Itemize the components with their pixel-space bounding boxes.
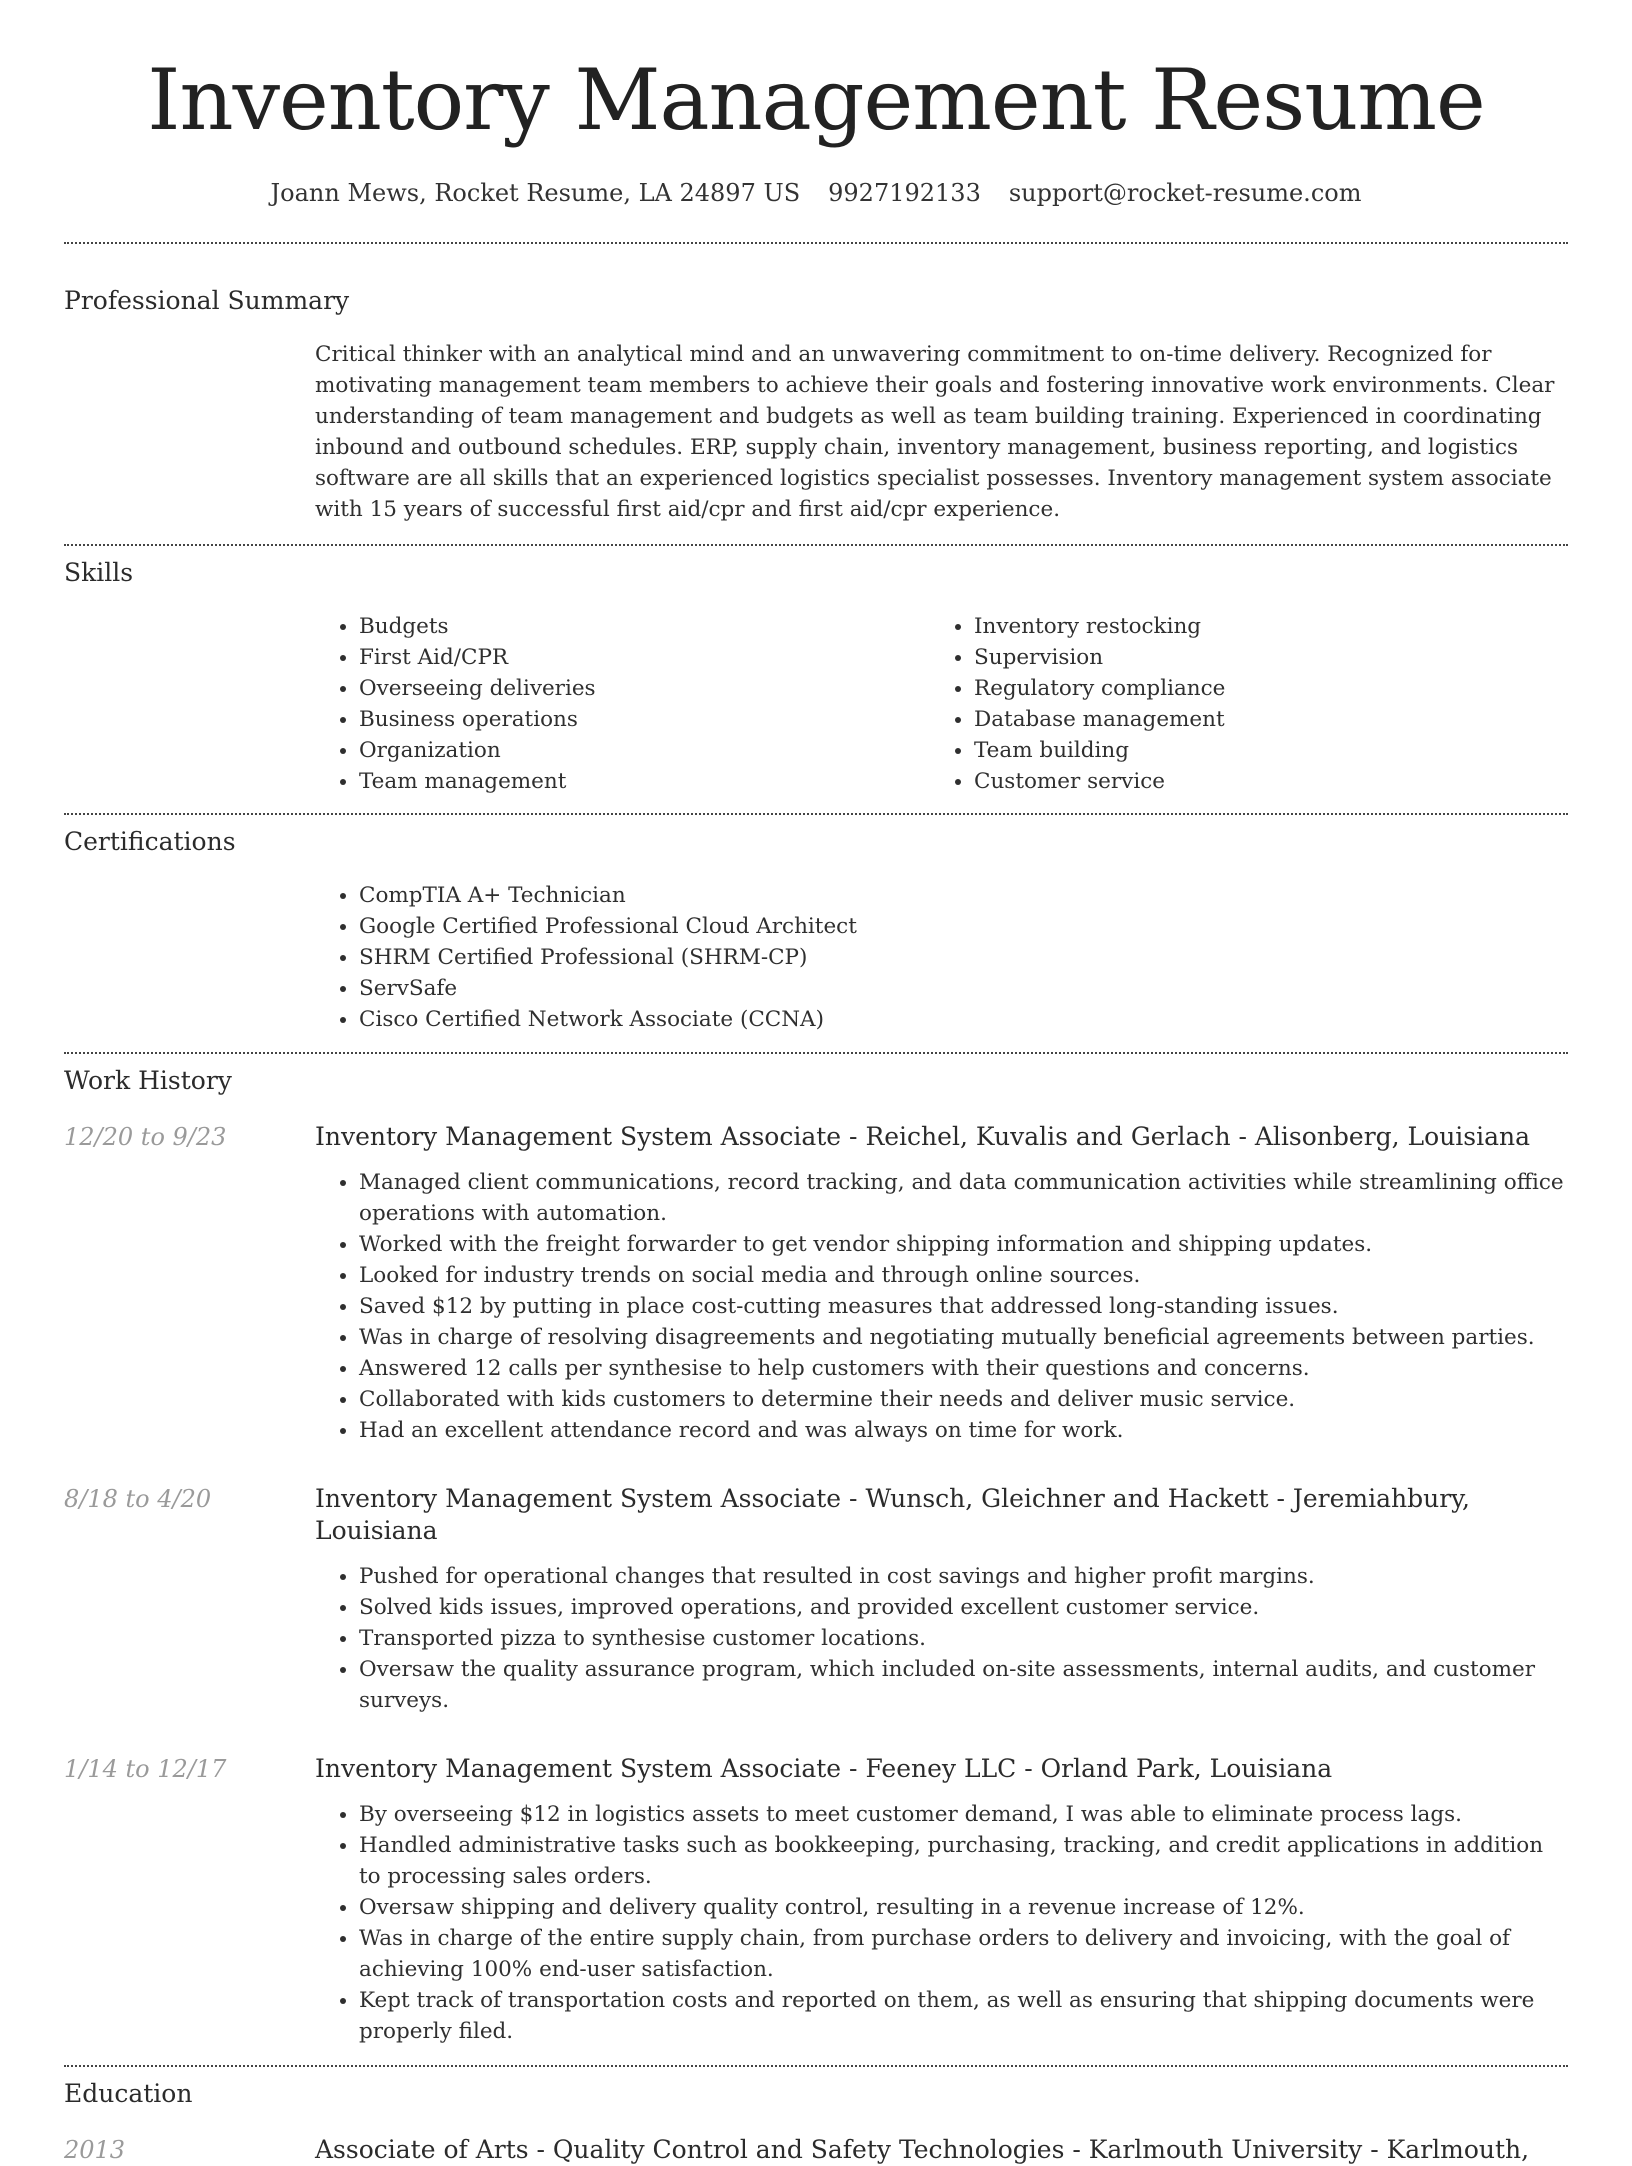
education-entry <box>64 2134 1568 2166</box>
section-title-education: Education <box>64 2079 193 2108</box>
job-bullet: • Was in charge of resolving disagreements and negotiating mutually beneficial agreements between parties. <box>359 1322 1568 1353</box>
job-bullet: • Pushed for operational changes that resulted in cost savings and higher profit margins. <box>359 1561 1568 1592</box>
job-title: Inventory Management System Associate - Reichel, Kuvalis and Gerlach - Alisonberg, Louisiana <box>315 1122 1531 1151</box>
contact-phone: 9927192133 <box>828 179 981 207</box>
skills-column-left <box>315 611 930 797</box>
certification-item: • CompTIA A+ Technician <box>359 880 1568 911</box>
skill-item: • Inventory restocking <box>974 611 1530 642</box>
job-bullet: • Handled administrative tasks such as bookkeeping, purchasing, tracking, and credit applications in addition to processing sales orders. <box>359 1830 1568 1892</box>
job-bullet: • Worked with the freight forwarder to get vendor shipping information and shipping updates. <box>359 1229 1568 1260</box>
job-date: 12/20 to 9/23 <box>64 1123 227 1151</box>
skill-item: • Organization <box>359 735 930 766</box>
job-bullet: • Was in charge of the entire supply chain, from purchase orders to delivery and invoicing, with the goal of achieving 100% end-user satisfaction. <box>359 1923 1568 1985</box>
job-bullet: • Looked for industry trends on social media and through online sources. <box>359 1260 1568 1291</box>
skill-item: • Team management <box>359 766 930 797</box>
job-bullet: • By overseeing $12 in logistics assets to meet customer demand, I was able to eliminate process lags. <box>359 1799 1568 1830</box>
job-bullet: • Oversaw shipping and delivery quality control, resulting in a revenue increase of 12%. <box>359 1892 1568 1923</box>
job-bullet: • Answered 12 calls per synthesise to help customers with their questions and concerns. <box>359 1353 1568 1384</box>
certification-item: • Cisco Certified Network Associate (CCNA) <box>359 1004 1568 1035</box>
job-title: Inventory Management System Associate - Feeney LLC - Orland Park, Louisiana <box>315 1754 1333 1783</box>
skill-item: • Supervision <box>974 642 1530 673</box>
job-bullet: • Transported pizza to synthesise customer locations. <box>359 1623 1568 1654</box>
job-bullet: • Saved $12 by putting in place cost-cutting measures that addressed long-standing issues. <box>359 1291 1568 1322</box>
divider <box>64 242 1568 244</box>
job-date: 8/18 to 4/20 <box>64 1485 212 1513</box>
section-title-summary: Professional Summary <box>64 286 350 315</box>
job-bullet: • Kept track of transportation costs and reported on them, as well as ensuring that shipping documents were properly filed. <box>359 1985 1568 2047</box>
job-entry <box>64 1483 1568 1716</box>
skill-item: • Customer service <box>974 766 1530 797</box>
job-bullet: • Had an excellent attendance record and was always on time for work. <box>359 1415 1568 1446</box>
education-date: 2013 <box>64 2136 126 2164</box>
job-bullet: • Collaborated with kids customers to determine their needs and deliver music service. <box>359 1384 1568 1415</box>
job-bullets <box>315 1561 1568 1716</box>
summary-text: Critical thinker with an analytical mind and an unwavering commitment to on-time delivery. Recognized for motivating management team members to achieve their goals and fostering innovative work environments. Clear understanding of team management and budgets as well as team building training. Experienced in coordinating inbound and outbound schedules. ERP, supply chain, inventory management, business reporting, and logistics software are all skills that an experienced logistics specialist possesses. Inventory management system associate with 15 years of successful first aid/cpr and first aid/cpr experience. <box>315 342 1555 522</box>
divider <box>64 1052 1568 1054</box>
skill-item: • Business operations <box>359 704 930 735</box>
section-title-work-history: Work History <box>64 1066 232 1095</box>
education-title: Associate of Arts - Quality Control and Safety Technologies - Karlmouth University - Karlmouth, <box>315 2135 1530 2164</box>
resume-title: Inventory Management Resume <box>147 51 1485 149</box>
certification-item: • ServSafe <box>359 973 1568 1004</box>
job-title: Inventory Management System Associate - Wunsch, Gleichner and Hackett - Jeremiahbury, Louisiana <box>315 1484 1470 1545</box>
divider <box>64 2065 1568 2067</box>
section-title-certifications: Certifications <box>64 827 236 856</box>
section-title-skills: Skills <box>64 558 134 587</box>
job-bullet: • Solved kids issues, improved operations, and provided excellent customer service. <box>359 1592 1568 1623</box>
job-entry <box>64 1753 1568 2047</box>
job-date: 1/14 to 12/17 <box>64 1755 227 1783</box>
contact-line <box>64 178 1568 208</box>
contact-address: Joann Mews, Rocket Resume, LA 24897 US <box>270 179 801 207</box>
certification-item: • SHRM Certified Professional (SHRM-CP) <box>359 942 1568 973</box>
job-bullets <box>315 1167 1568 1446</box>
skills-list <box>315 611 1568 797</box>
job-bullet: • Oversaw the quality assurance program, which included on-site assessments, internal audits, and customer surveys. <box>359 1654 1568 1716</box>
skill-item: • Team building <box>974 735 1530 766</box>
skill-item: • Budgets <box>359 611 930 642</box>
skills-column-right <box>930 611 1530 797</box>
job-entry <box>64 1121 1568 1446</box>
job-bullets <box>315 1799 1568 2047</box>
divider <box>64 813 1568 815</box>
contact-email: support@rocket-resume.com <box>1008 179 1362 207</box>
resume-page <box>64 0 1568 2166</box>
certification-item: • Google Certified Professional Cloud Architect <box>359 911 1568 942</box>
certifications-list <box>315 880 1568 1035</box>
skill-item: • First Aid/CPR <box>359 642 930 673</box>
skill-item: • Database management <box>974 704 1530 735</box>
skill-item: • Regulatory compliance <box>974 673 1530 704</box>
skill-item: • Overseeing deliveries <box>359 673 930 704</box>
divider <box>64 544 1568 546</box>
job-bullet: • Managed client communications, record tracking, and data communication activities while streamlining office operations with automation. <box>359 1167 1568 1229</box>
